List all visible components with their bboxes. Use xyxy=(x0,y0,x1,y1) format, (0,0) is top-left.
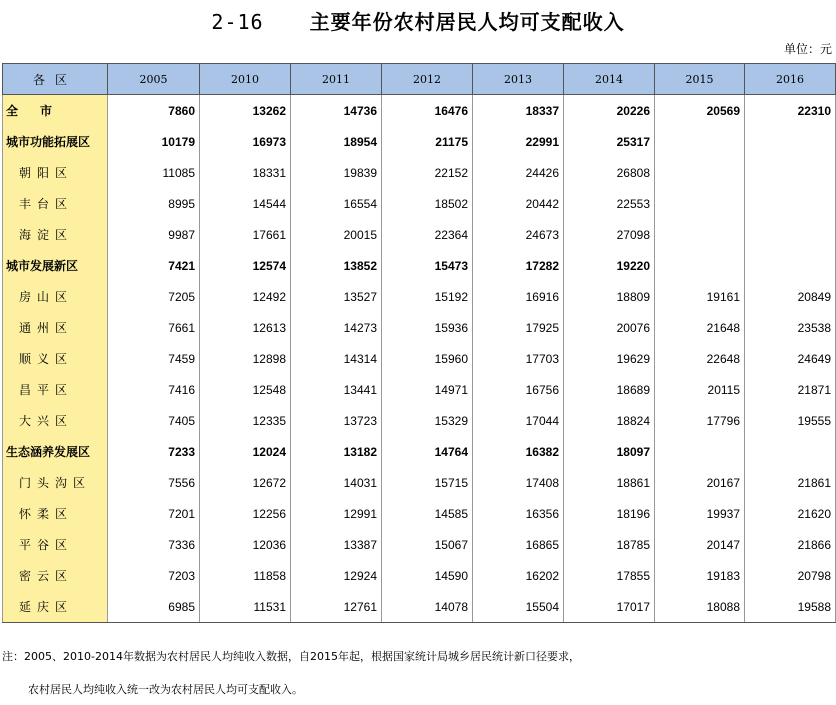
district-name: 城市发展新区 xyxy=(3,250,108,281)
income-cell: 17408 xyxy=(473,467,564,498)
income-cell: 17661 xyxy=(200,219,291,250)
income-cell: 13852 xyxy=(291,250,382,281)
income-cell: 21648 xyxy=(655,312,745,343)
income-cell: 17796 xyxy=(655,405,745,436)
income-cell: 17925 xyxy=(473,312,564,343)
income-cell: 10179 xyxy=(108,126,200,157)
table-row xyxy=(3,95,836,127)
income-cell: 12761 xyxy=(291,591,382,623)
income-cell: 19220 xyxy=(564,250,655,281)
income-cell: 12672 xyxy=(200,467,291,498)
income-cell: 20849 xyxy=(745,281,836,312)
income-cell: 22364 xyxy=(382,219,473,250)
income-cell: 7205 xyxy=(108,281,200,312)
district-name: 顺义区 xyxy=(3,343,108,374)
income-cell: 22553 xyxy=(564,188,655,219)
income-cell: 14971 xyxy=(382,374,473,405)
income-cell: 15192 xyxy=(382,281,473,312)
income-cell: 11858 xyxy=(200,560,291,591)
district-name: 城市功能拓展区 xyxy=(3,126,108,157)
income-cell: 15067 xyxy=(382,529,473,560)
income-cell: 14078 xyxy=(382,591,473,623)
income-cell: 18337 xyxy=(473,95,564,127)
footnote-line-1: 注：2005、2010-2014年数据为农村居民人均纯收入数据，自2015年起，根据国家统计局城乡居民统计新口径要求， xyxy=(2,650,580,663)
table-row xyxy=(3,312,836,343)
table-title: 主要年份农村居民人均可支配收入 xyxy=(309,10,625,34)
income-cell: 18824 xyxy=(564,405,655,436)
income-cell: 19839 xyxy=(291,157,382,188)
year-header: 2016 xyxy=(745,64,836,95)
district-name: 海淀区 xyxy=(3,219,108,250)
income-cell: 6985 xyxy=(108,591,200,623)
income-cell: 12574 xyxy=(200,250,291,281)
income-cell: 18088 xyxy=(655,591,745,623)
income-cell: 12991 xyxy=(291,498,382,529)
income-cell: 15960 xyxy=(382,343,473,374)
income-cell: 24649 xyxy=(745,343,836,374)
income-cell: 13441 xyxy=(291,374,382,405)
income-cell: 18331 xyxy=(200,157,291,188)
income-cell: 24426 xyxy=(473,157,564,188)
district-name: 全市 xyxy=(3,95,108,127)
table-row xyxy=(3,498,836,529)
district-name: 密云区 xyxy=(3,560,108,591)
income-cell: 16865 xyxy=(473,529,564,560)
income-cell: 14544 xyxy=(200,188,291,219)
table-row xyxy=(3,281,836,312)
income-cell xyxy=(745,219,836,250)
table-row xyxy=(3,560,836,591)
income-cell: 13387 xyxy=(291,529,382,560)
income-cell: 22991 xyxy=(473,126,564,157)
income-cell: 22152 xyxy=(382,157,473,188)
income-cell: 13262 xyxy=(200,95,291,127)
district-name: 延庆区 xyxy=(3,591,108,623)
income-cell: 19183 xyxy=(655,560,745,591)
income-cell: 7201 xyxy=(108,498,200,529)
income-cell xyxy=(655,126,745,157)
income-cell: 25317 xyxy=(564,126,655,157)
income-cell: 12335 xyxy=(200,405,291,436)
income-cell xyxy=(745,126,836,157)
income-cell: 21861 xyxy=(745,467,836,498)
income-cell: 19937 xyxy=(655,498,745,529)
income-cell: 17282 xyxy=(473,250,564,281)
table-number: 2-16 xyxy=(211,10,264,34)
income-cell: 12256 xyxy=(200,498,291,529)
income-cell: 16756 xyxy=(473,374,564,405)
income-cell: 7336 xyxy=(108,529,200,560)
income-cell: 21175 xyxy=(382,126,473,157)
income-cell: 19555 xyxy=(745,405,836,436)
income-cell: 8995 xyxy=(108,188,200,219)
income-cell: 7860 xyxy=(108,95,200,127)
income-cell: 26808 xyxy=(564,157,655,188)
table-row xyxy=(3,157,836,188)
unit-label: 单位：元 xyxy=(783,42,832,56)
district-header: 各区 xyxy=(3,64,108,95)
year-header: 2014 xyxy=(564,64,655,95)
income-cell xyxy=(655,219,745,250)
income-cell: 16356 xyxy=(473,498,564,529)
income-cell: 19588 xyxy=(745,591,836,623)
income-cell: 21866 xyxy=(745,529,836,560)
income-cell: 17703 xyxy=(473,343,564,374)
district-name: 丰台区 xyxy=(3,188,108,219)
income-cell: 7405 xyxy=(108,405,200,436)
district-name: 怀柔区 xyxy=(3,498,108,529)
year-header: 2013 xyxy=(473,64,564,95)
year-header: 2010 xyxy=(200,64,291,95)
income-cell: 19629 xyxy=(564,343,655,374)
year-header: 2015 xyxy=(655,64,745,95)
income-cell: 14314 xyxy=(291,343,382,374)
income-cell: 18502 xyxy=(382,188,473,219)
income-cell: 17017 xyxy=(564,591,655,623)
income-cell: 18689 xyxy=(564,374,655,405)
income-cell: 20015 xyxy=(291,219,382,250)
income-cell: 15473 xyxy=(382,250,473,281)
income-cell xyxy=(655,188,745,219)
income-cell: 16916 xyxy=(473,281,564,312)
income-cell: 20167 xyxy=(655,467,745,498)
income-cell: 20442 xyxy=(473,188,564,219)
income-cell: 7556 xyxy=(108,467,200,498)
income-cell xyxy=(745,157,836,188)
income-cell: 16973 xyxy=(200,126,291,157)
income-cell: 18809 xyxy=(564,281,655,312)
table-row xyxy=(3,467,836,498)
income-cell xyxy=(655,157,745,188)
year-header: 2005 xyxy=(108,64,200,95)
income-cell: 15715 xyxy=(382,467,473,498)
income-cell: 14764 xyxy=(382,436,473,467)
income-cell: 18785 xyxy=(564,529,655,560)
income-cell: 16476 xyxy=(382,95,473,127)
income-cell: 14736 xyxy=(291,95,382,127)
income-cell xyxy=(745,188,836,219)
income-cell: 12898 xyxy=(200,343,291,374)
income-cell: 22648 xyxy=(655,343,745,374)
income-cell: 17044 xyxy=(473,405,564,436)
table-row xyxy=(3,126,836,157)
income-cell: 20569 xyxy=(655,95,745,127)
income-cell: 7661 xyxy=(108,312,200,343)
income-cell: 13723 xyxy=(291,405,382,436)
income-cell: 16202 xyxy=(473,560,564,591)
income-cell: 20798 xyxy=(745,560,836,591)
income-cell: 7203 xyxy=(108,560,200,591)
income-cell: 12613 xyxy=(200,312,291,343)
income-cell: 12924 xyxy=(291,560,382,591)
footnote-line-2: 农村居民人均纯收入统一改为农村居民人均可支配收入。 xyxy=(28,683,303,696)
income-cell: 17855 xyxy=(564,560,655,591)
table-row xyxy=(3,343,836,374)
table-row xyxy=(3,188,836,219)
district-name: 房山区 xyxy=(3,281,108,312)
income-cell: 22310 xyxy=(745,95,836,127)
district-name: 朝阳区 xyxy=(3,157,108,188)
table-row xyxy=(3,529,836,560)
income-cell: 14031 xyxy=(291,467,382,498)
income-cell: 15329 xyxy=(382,405,473,436)
table-row xyxy=(3,374,836,405)
income-cell: 12492 xyxy=(200,281,291,312)
income-cell: 20226 xyxy=(564,95,655,127)
income-cell: 21871 xyxy=(745,374,836,405)
income-cell: 14585 xyxy=(382,498,473,529)
year-header: 2012 xyxy=(382,64,473,95)
income-cell: 19161 xyxy=(655,281,745,312)
district-name: 昌平区 xyxy=(3,374,108,405)
income-cell: 23538 xyxy=(745,312,836,343)
income-cell: 14273 xyxy=(291,312,382,343)
income-cell: 18861 xyxy=(564,467,655,498)
income-cell: 12024 xyxy=(200,436,291,467)
income-cell: 27098 xyxy=(564,219,655,250)
table-row xyxy=(3,591,836,623)
income-cell xyxy=(655,250,745,281)
table-row xyxy=(3,219,836,250)
income-cell: 20147 xyxy=(655,529,745,560)
income-cell: 15936 xyxy=(382,312,473,343)
table-body xyxy=(3,95,836,623)
income-cell: 20076 xyxy=(564,312,655,343)
income-cell: 12036 xyxy=(200,529,291,560)
income-cell: 7416 xyxy=(108,374,200,405)
income-cell: 18196 xyxy=(564,498,655,529)
income-cell xyxy=(655,436,745,467)
district-name: 生态涵养发展区 xyxy=(3,436,108,467)
income-cell: 7459 xyxy=(108,343,200,374)
table-row xyxy=(3,436,836,467)
income-cell: 16382 xyxy=(473,436,564,467)
district-name: 通州区 xyxy=(3,312,108,343)
district-name: 门头沟区 xyxy=(3,467,108,498)
income-cell: 18954 xyxy=(291,126,382,157)
income-cell: 20115 xyxy=(655,374,745,405)
income-cell: 7233 xyxy=(108,436,200,467)
income-cell: 18097 xyxy=(564,436,655,467)
table-row xyxy=(3,405,836,436)
income-cell: 7421 xyxy=(108,250,200,281)
year-header: 2011 xyxy=(291,64,382,95)
income-cell xyxy=(745,436,836,467)
income-cell: 16554 xyxy=(291,188,382,219)
income-cell: 21620 xyxy=(745,498,836,529)
district-name: 大兴区 xyxy=(3,405,108,436)
district-name: 平谷区 xyxy=(3,529,108,560)
table-row xyxy=(3,250,836,281)
income-cell: 24673 xyxy=(473,219,564,250)
income-cell: 11085 xyxy=(108,157,200,188)
income-cell: 9987 xyxy=(108,219,200,250)
income-table xyxy=(2,63,836,623)
header-row xyxy=(3,64,836,95)
income-cell: 14590 xyxy=(382,560,473,591)
income-cell: 13527 xyxy=(291,281,382,312)
income-cell: 11531 xyxy=(200,591,291,623)
income-cell: 12548 xyxy=(200,374,291,405)
income-cell: 15504 xyxy=(473,591,564,623)
income-cell xyxy=(745,250,836,281)
page-title xyxy=(0,6,836,35)
income-cell: 13182 xyxy=(291,436,382,467)
